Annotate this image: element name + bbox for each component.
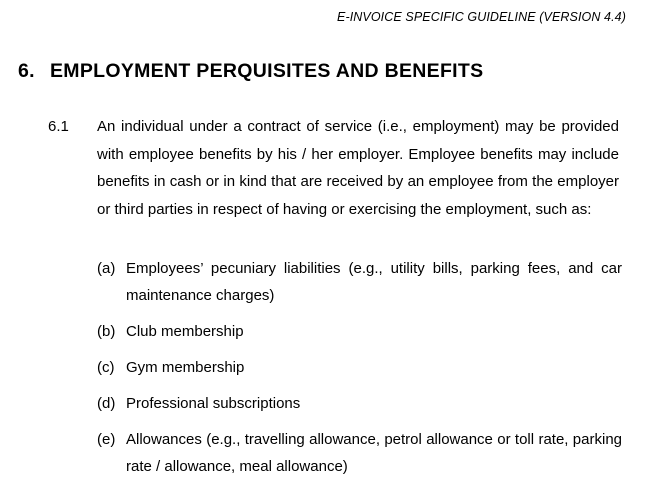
- list-item-label: (e): [97, 431, 116, 448]
- running-header: E-INVOICE SPECIFIC GUIDELINE (VERSION 4.4): [337, 10, 626, 24]
- paragraph-number: 6.1: [48, 118, 69, 135]
- list-item-text: Allowances (e.g., travelling allowance, petrol allowance or toll rate, parking rate / allowance, meal allowance): [126, 431, 622, 475]
- benefits-list: [97, 255, 622, 480]
- section-title-text: EMPLOYMENT PERQUISITES AND BENEFITS: [50, 60, 484, 82]
- list-item-label: (a): [97, 260, 116, 277]
- list-item: [97, 426, 622, 480]
- list-item: [97, 354, 622, 381]
- section-title: [18, 60, 483, 83]
- list-item-text: Gym membership: [126, 359, 245, 376]
- list-item-text: Professional subscriptions: [126, 395, 301, 412]
- list-item: [97, 390, 622, 417]
- list-item-text: Employees’ pecuniary liabilities (e.g., utility bills, parking fees, and car maintenance charges): [126, 260, 622, 304]
- list-item-label: (d): [97, 395, 116, 412]
- list-item: [97, 318, 622, 345]
- section-number: 6.: [18, 60, 35, 82]
- list-item-label: (b): [97, 323, 116, 340]
- paragraph-text: An individual under a contract of service (i.e., employment) may be provided with employee benefits by his / her employer. Employee benefits may include benefits in cash or in kind that are received by an employee from the employer or third parties in respect of having or exercising the employment, such as:: [97, 118, 619, 218]
- list-item: [97, 255, 622, 309]
- list-item-text: Club membership: [126, 323, 244, 340]
- list-item-label: (c): [97, 359, 115, 376]
